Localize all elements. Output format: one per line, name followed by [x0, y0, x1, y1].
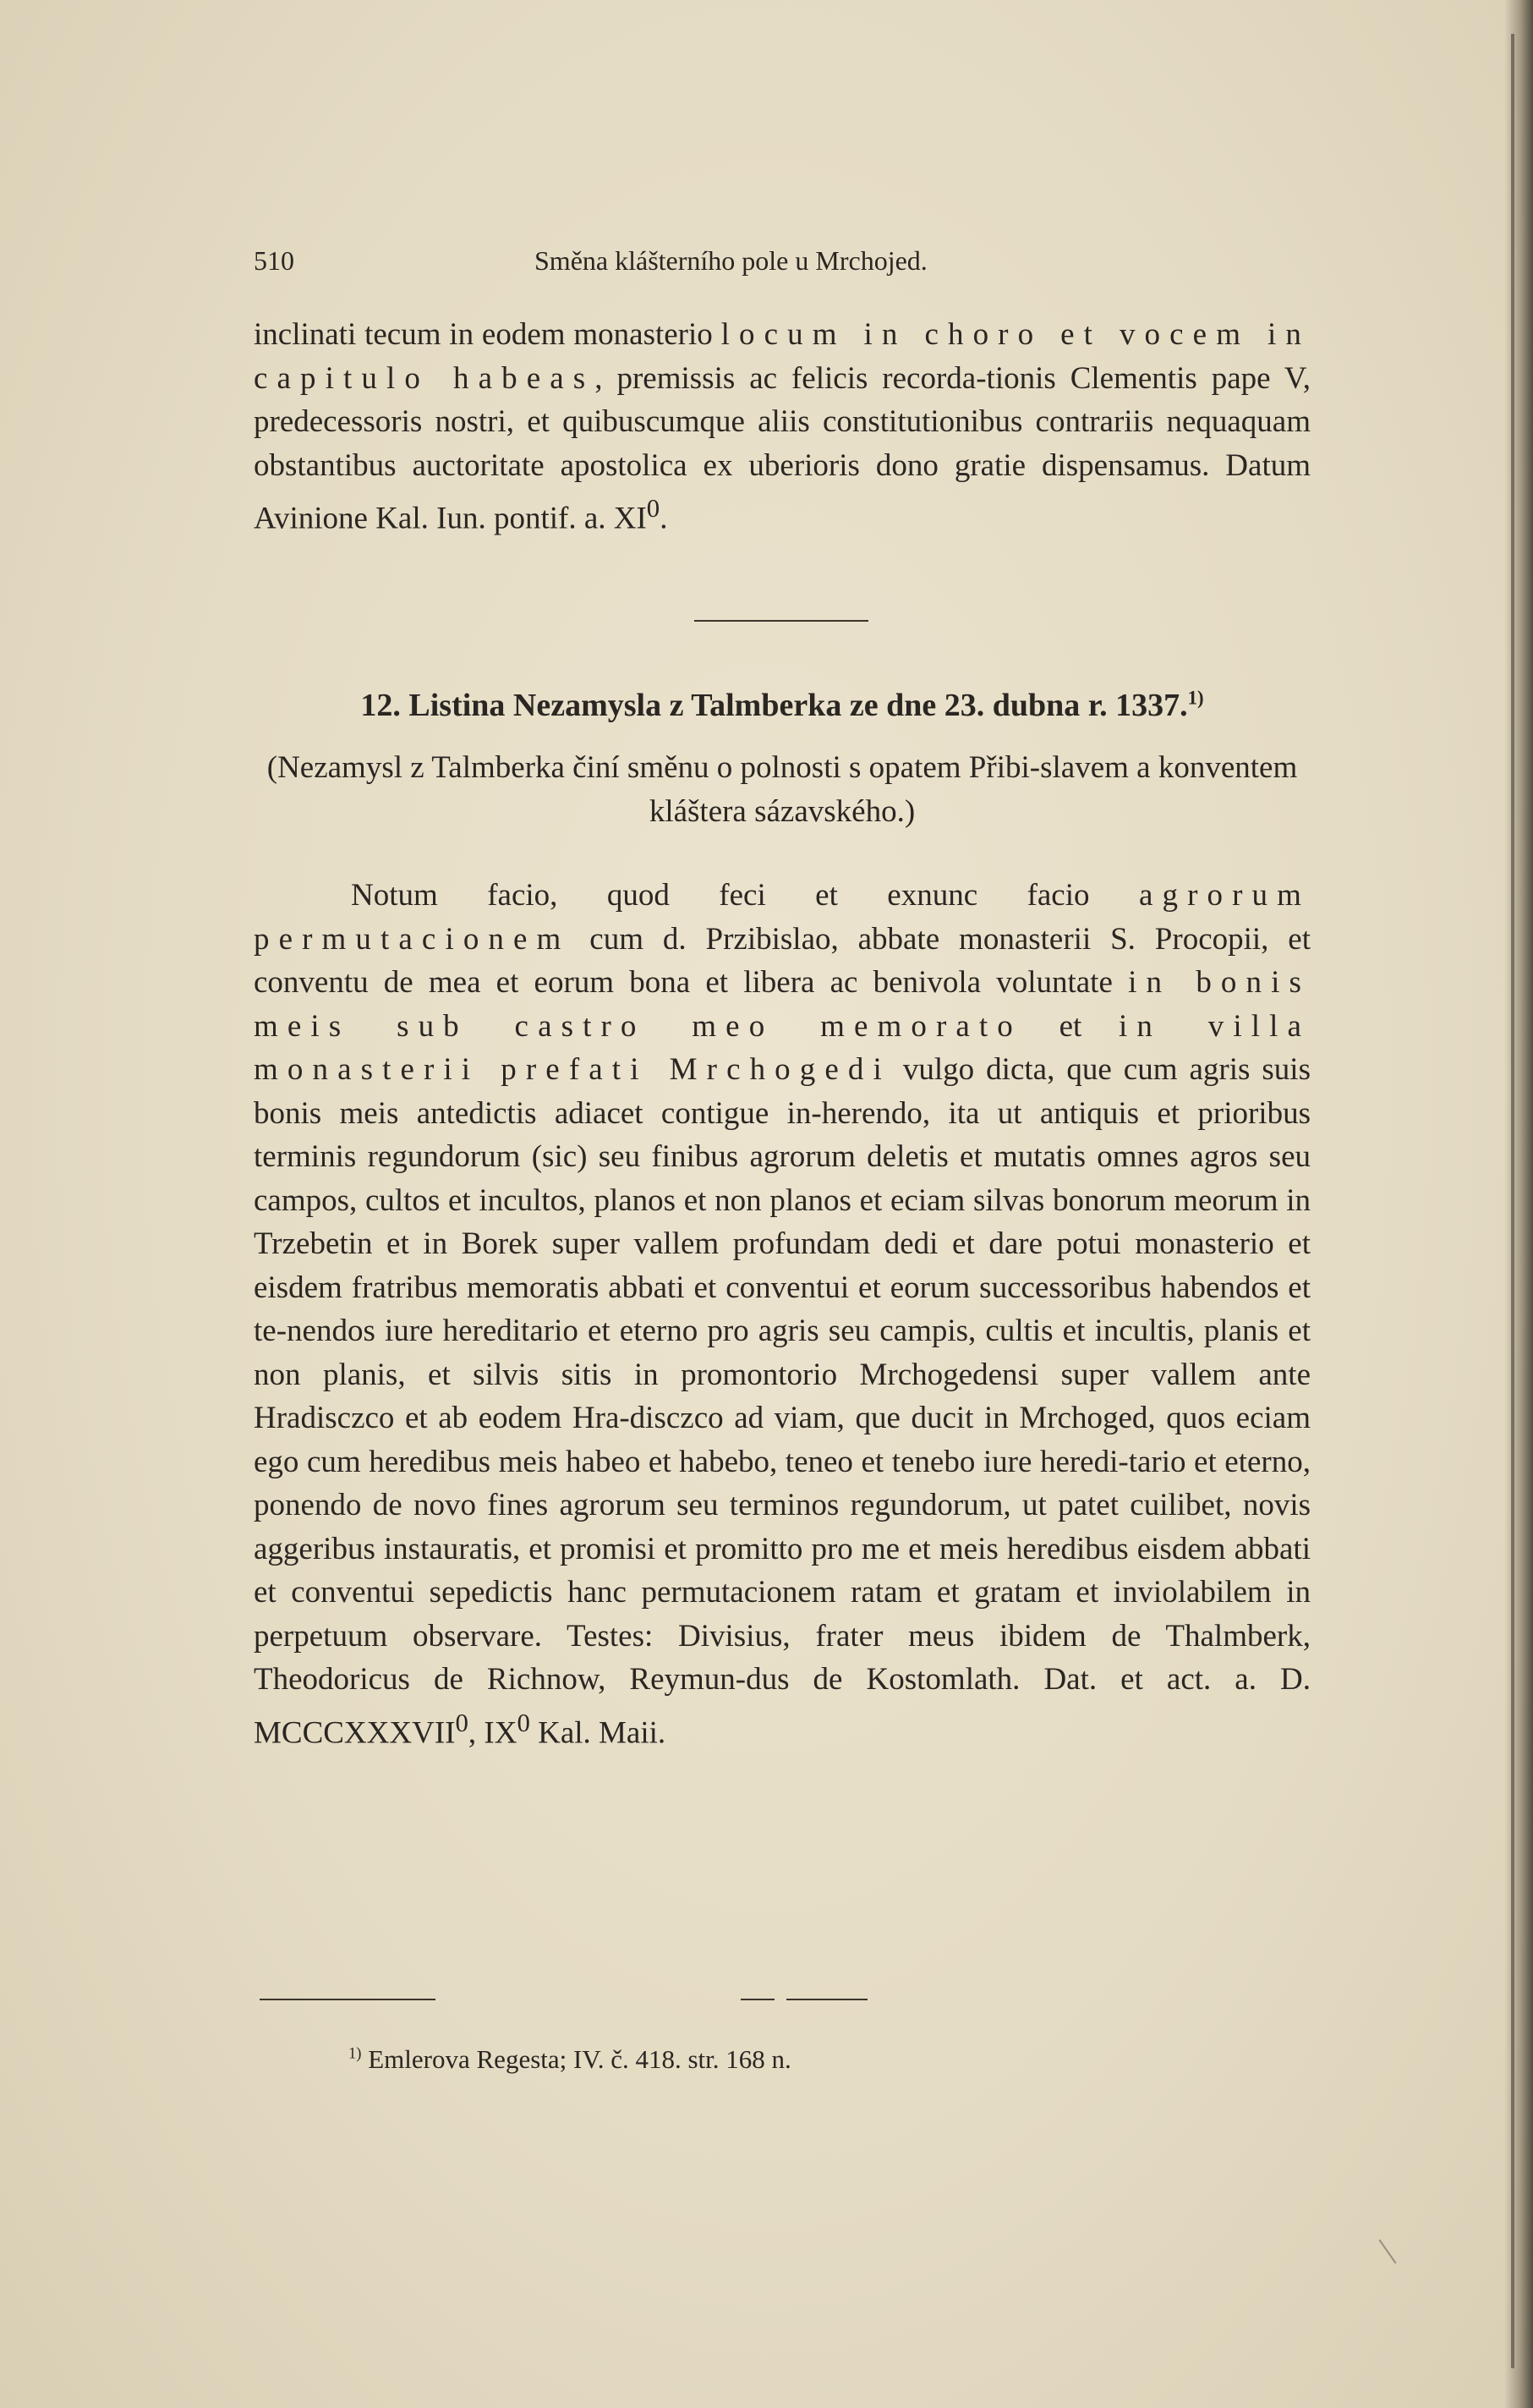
- para2-spaced-2: in bonis meis sub castro meo memorato: [254, 965, 1311, 1044]
- document-summary: (Nezamysl z Talmberka činí směnu o polnosti s opatem Přibi-slavem a konventem kláštera sázavského.): [266, 750, 1298, 829]
- heading-footnote-ref: 1): [1187, 687, 1204, 709]
- footnote-rule-mid-short: [741, 1999, 775, 2000]
- footnote-rule-mid-long: [786, 1999, 868, 2000]
- para2-sup-1: 0: [455, 1708, 468, 1737]
- para2-text-6: Kal. Maii.: [529, 1714, 666, 1750]
- page-edge-line: [1511, 34, 1514, 2368]
- paragraph-1: [254, 313, 1311, 540]
- para1-sup-1: 0: [646, 494, 660, 523]
- para2-text-4: vulgo dicta, que cum agris suis bonis meis antedictis adiacet contigue in-herendo, ita ut antiquis et prioribus terminis regundorum (sic) seu finibus agrorum deletis et mutatis omnes agros seu campos, cultos et incultos, planos et non planos et eciam silvas bonorum meorum in Trzebetin et in Borek super vallem profundam dedi et dare potui monasterio et eisdem fratribus memoratis abbati et conventui et eorum successoribus habendos et te-nendos iure hereditario et eterno pro agris seu campis, cultis et incultis, planis et non planis, et silvis sitis in promontorio Mrchogedensi super vallem ante Hradisczco et ab eodem Hra-disczco ad viam, que ducit in Mrchoged, quos eciam ego cum heredibus meis habeo et habebo, teneo et tenebo iure heredi-tario et eterno, ponendo de novo fines agrorum seu terminos regundorum, ut patet cuilibet, novis aggeribus instauratis, et promisi et promitto pro me et meis heredibus eisdem abbati et conventui sepedictis hanc permutacionem ratam et gratam et inviolabilem in perpetuum observare. Testes: Divisius, frater meus ibidem de Thalmberk, Theodoricus de Richnow, Reymun-dus de Kostomlath. Dat. et act. a. D. MCCCXXXVII: [254, 1052, 1311, 1750]
- running-head: [254, 244, 1311, 277]
- stray-mark: [1378, 2240, 1396, 2264]
- para1-text-2: , premissis ac felicis recorda-tionis Clementis pape V, predecessoris nostri, et quibuscumque aliis constitutionibus contrariis nequaquam obstantibus auctoritate apostolica ex uberioris dono gratie dispensamus. Datum Avinione Kal. Iun. pontif. a. XI: [254, 360, 1311, 536]
- footnote-marker: 1): [348, 2044, 362, 2063]
- paragraph-2: [254, 874, 1311, 1754]
- para1-text-1: inclinati tecum in eodem monasterio: [254, 317, 721, 352]
- running-title: Směna klášterního pole u Mrchojed.: [534, 245, 928, 276]
- page-number: 510: [254, 245, 294, 276]
- footnote-rule-left: [260, 1999, 435, 2000]
- heading-text: 12. Listina Nezamysla z Talmberka ze dne 23. dubna r. 1337.: [360, 688, 1188, 723]
- page-edge-shadow: [1504, 0, 1533, 2408]
- para2-spaced-1: agrorum permutacionem: [254, 878, 1311, 957]
- para2-text-5: , IX: [468, 1714, 517, 1750]
- section-separator-rule: [694, 620, 868, 622]
- para2-spaced-3: in villa monasterii prefati Mrchogedi: [254, 1008, 1311, 1087]
- footnote-text: Emlerova Regesta; IV. č. 418. str. 168 n.: [361, 2044, 791, 2074]
- para1-spaced-1: locum in choro et vocem in capitulo habeas: [254, 317, 1311, 396]
- para2-text-2: cum d. Przibislao, abbate monasterii S. Procopii, et conventu de mea et eorum bona et libera ac benivola voluntate: [254, 921, 1311, 1000]
- para2-text-1: Notum facio, quod feci et exnunc facio: [351, 878, 1139, 913]
- footnote: [348, 2042, 1278, 2077]
- document-heading: [254, 683, 1311, 727]
- para2-text-3: et: [1021, 1008, 1119, 1044]
- para2-sup-2: 0: [517, 1708, 530, 1737]
- para1-text-3: .: [660, 501, 668, 536]
